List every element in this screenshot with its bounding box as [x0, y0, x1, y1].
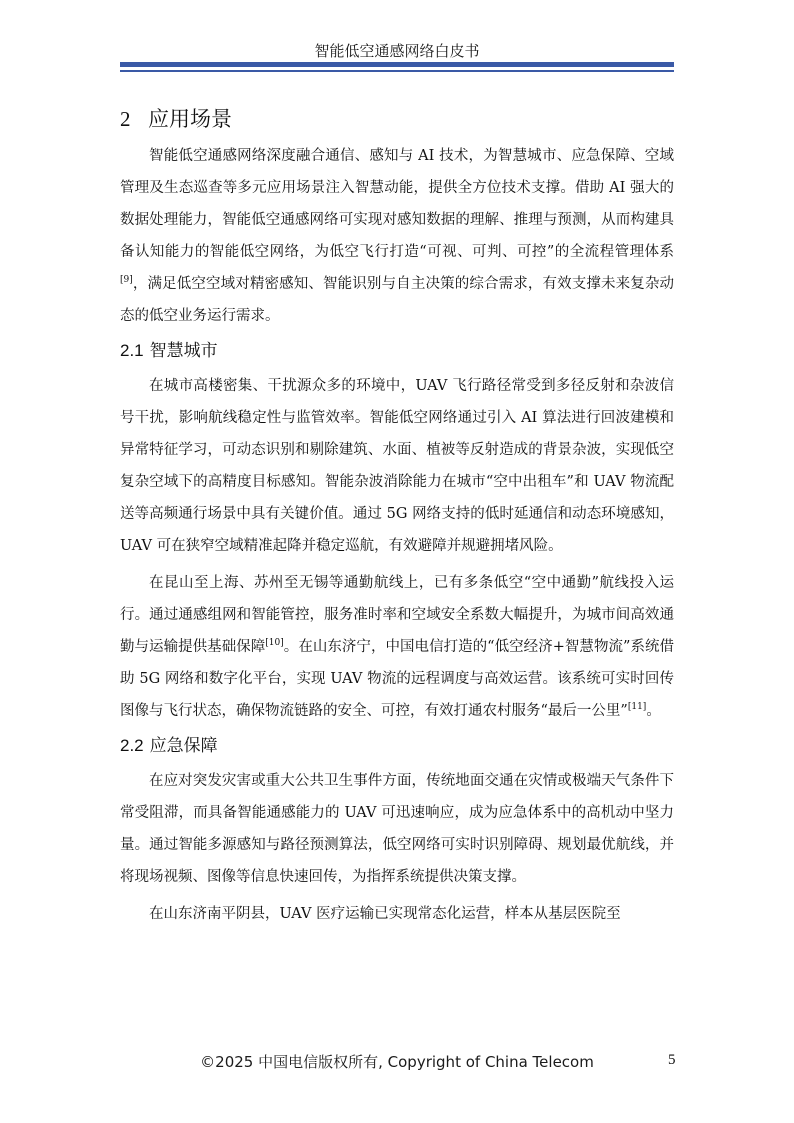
subsection-title: 智慧城市 [149, 341, 218, 361]
citation-ref[interactable]: [11] [627, 702, 647, 713]
subsection-number: 2.1 [120, 341, 144, 360]
subsection-number: 2.2 [120, 736, 144, 755]
intro-paragraph: 智能低空通感网络深度融合通信、感知与 AI 技术，为智慧城市、应急保障、空域管理及生态巡查等多元应用场景注入智慧动能，提供全方位技术支撑。借助 AI 强大的数据处理能力，智能低空通感网络可实现对感知数据的理解、推理与预测，从而构建具备认知能力的智能低空网络，为低空飞行打造“可视、可判、可控”的全流程管理体系[9]，满足低空空域对精密感知、智能识别与自主决策的综合需求，有效支撑未来复杂动态的低空业务运行需求。 [120, 148, 674, 324]
footer-copyright: ©2025 中国电信版权所有, Copyright of China Telecom [200, 1053, 594, 1071]
section-number: 2 [120, 107, 131, 131]
header-rule-thin [120, 70, 674, 72]
page-number: 5 [668, 1052, 676, 1068]
subsection-title: 应急保障 [149, 736, 218, 756]
citation-ref[interactable]: [9] [120, 275, 133, 286]
section-title: 应用场景 [148, 107, 232, 131]
subsection-heading-smart-city [120, 338, 674, 364]
header-title: 智能低空通感网络白皮书 [314, 42, 480, 60]
header-rule-thick [120, 62, 674, 67]
smart-city-paragraph-2: 在昆山至上海、苏州至无锡等通勤航线上，已有多条低空“空中通勤”航线投入运行。通过通感组网和智能管控，服务准时率和空域安全系数大幅提升，为城市间高效通勤与运输提供基础保障[10]。在山东济宁，中国电信打造的“低空经济+智慧物流”系统借助 5G 网络和数字化平台，实现 UAV 物流的远程调度与高效运营。该系统可实时回传图像与飞行状态，确保物流链路的安全、可控，有效打通农村服务“最后一公里”[11]。 [120, 575, 674, 719]
smart-city-paragraph-1: 在城市高楼密集、干扰源众多的环境中，UAV 飞行路径常受到多径反射和杂波信号干扰，影响航线稳定性与监管效率。智能低空网络通过引入 AI 算法进行回波建模和异常特征学习，可动态识别和剔除建筑、水面、植被等反射造成的背景杂波，实现低空复杂空域下的高精度目标感知。智能杂波消除能力在城市“空中出租车”和 UAV 物流配送等高频通行场景中具有关键价值。通过 5G 网络支持的低时延通信和动态环境感知，UAV 可在狭窄空域精准起降并稳定巡航，有效避障并规避拥堵风险。 [120, 378, 674, 554]
subsection-heading-emergency [120, 733, 674, 759]
emergency-paragraph-1: 在应对突发灾害或重大公共卫生事件方面，传统地面交通在灾情或极端天气条件下常受阻滞，而具备智能通感能力的 UAV 可迅速响应，成为应急体系中的高机动中坚力量。通过智能多源感知与路径预测算法，低空网络可实时识别障碍、规划最优航线，并将现场视频、图像等信息快速回传，为指挥系统提供决策支撑。 [120, 773, 674, 885]
section-heading [120, 104, 674, 134]
emergency-paragraph-2: 在山东济南平阴县，UAV 医疗运输已实现常态化运营，样本从基层医院至 [149, 906, 621, 922]
citation-ref[interactable]: [10] [265, 638, 284, 649]
page-content [120, 104, 674, 935]
